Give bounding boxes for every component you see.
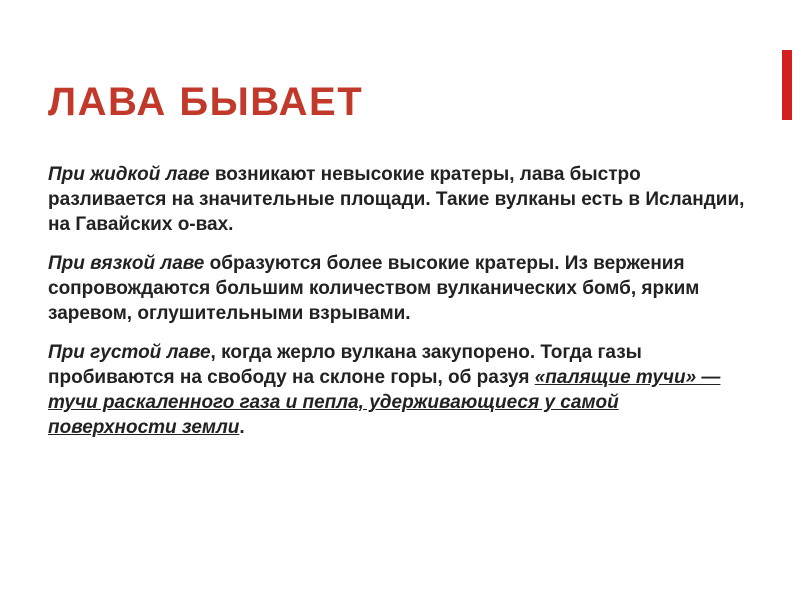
accent-bar	[782, 50, 792, 120]
paragraph-text: образуются более высокие кратеры. Из вержения сопровождаются большим количеством вулканических бомб, ярким заревом, оглушительными взрывами.	[48, 253, 700, 324]
paragraph-lead: При жидкой лаве	[48, 164, 210, 185]
slide-title: ЛАВА БЫВАЕТ	[48, 80, 364, 124]
burning-clouds-link[interactable]: «палящие тучи» — тучи раскаленного газа и пепла, удерживающиеся у самой поверхности земли	[48, 367, 721, 438]
paragraph-viscous-lava	[48, 251, 748, 326]
paragraph-text: , когда жерло вулкана закупорено. Тогда газы пробиваются на свободу на склоне горы, об разуя	[48, 342, 642, 388]
paragraph-tail: .	[239, 417, 245, 438]
paragraph-thick-lava	[48, 340, 748, 440]
paragraph-lead: При вязкой лаве	[48, 253, 205, 274]
paragraph-lead: При густой лаве	[48, 342, 211, 363]
paragraph-text: возникают невысокие кратеры, лава быстро разливается на значительные площади. Такие вулканы есть в Исландии, на Гавайских о-вах.	[48, 164, 745, 235]
paragraph-liquid-lava	[48, 162, 748, 237]
slide-content	[48, 162, 748, 454]
